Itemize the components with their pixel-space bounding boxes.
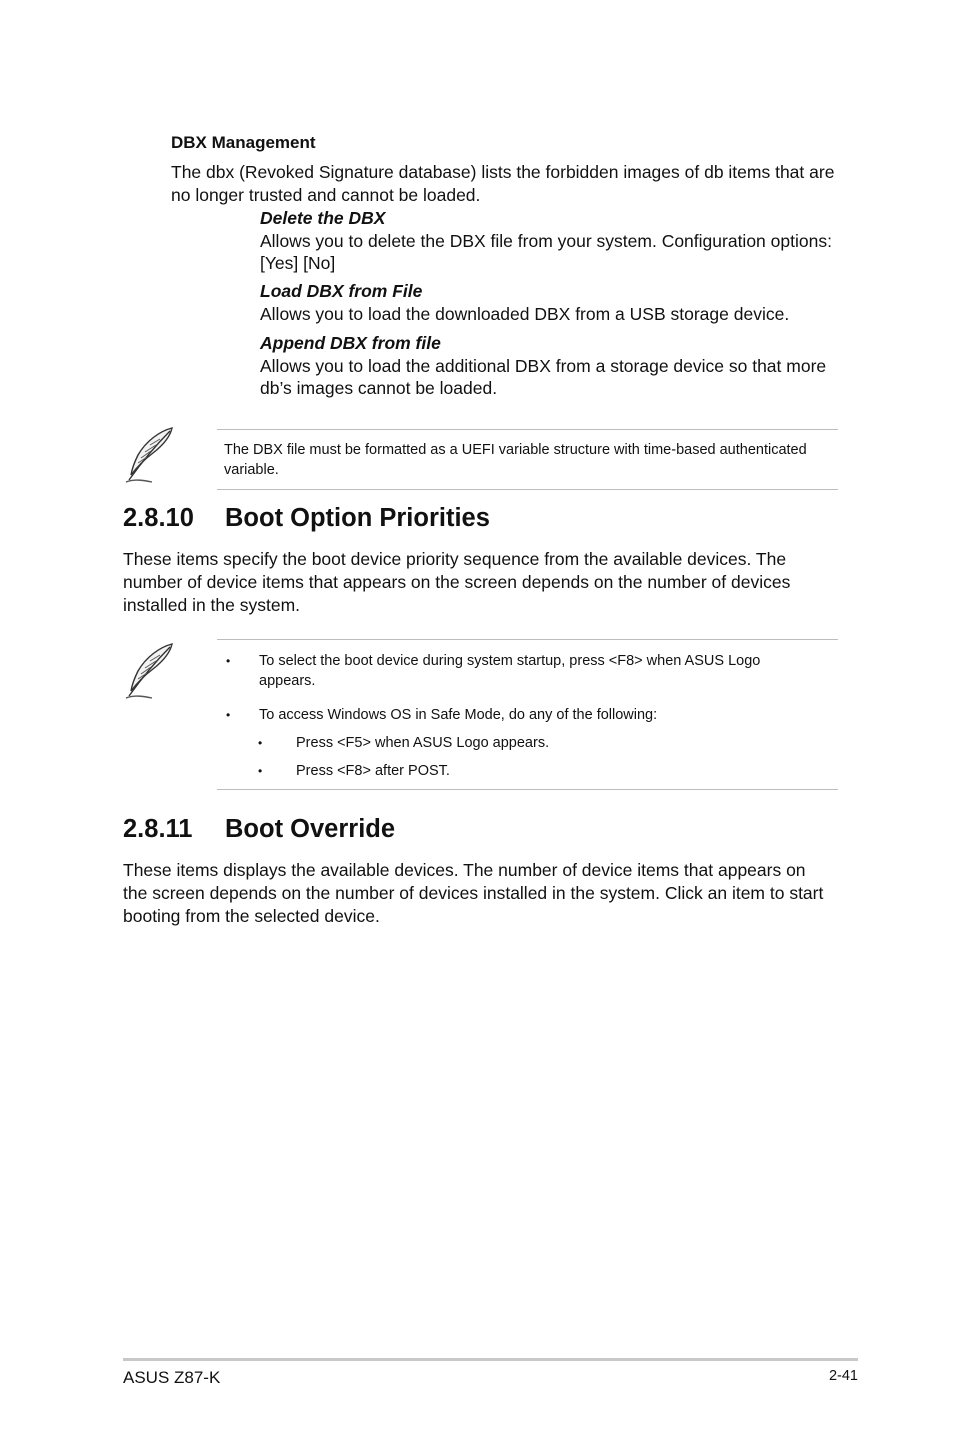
section-2811-paragraph bbox=[123, 859, 843, 928]
footer-page-number: 2-41 bbox=[828, 1368, 858, 1384]
dbx-intro bbox=[171, 161, 851, 207]
note-bullet-1 bbox=[259, 651, 839, 691]
dbx-note-line: The DBX file must be formatted as a UEFI variable structure with time-based authenticated bbox=[224, 442, 807, 458]
load-dbx-desc bbox=[260, 303, 840, 325]
section-number: 2.8.10 bbox=[123, 504, 194, 532]
note-sub-bullet-2: Press <F8> after POST. bbox=[296, 763, 450, 779]
note-top-rule bbox=[217, 429, 838, 430]
bullet-marker: • bbox=[226, 708, 231, 722]
delete-dbx-desc bbox=[260, 230, 840, 274]
dbx-management-heading: DBX Management bbox=[171, 133, 316, 152]
paragraph-line: the screen depends on the number of devices installed in the system. Click an item to start bbox=[123, 883, 824, 903]
note-bullet-2: To access Windows OS in Safe Mode, do any of the following: bbox=[259, 707, 658, 723]
footer-rule bbox=[123, 1358, 858, 1361]
append-dbx-title: Append DBX from file bbox=[260, 333, 441, 353]
dbx-note-text bbox=[224, 440, 838, 480]
paragraph-line: number of device items that appears on the screen depends on the number of devices bbox=[123, 572, 791, 592]
append-dbx-desc-line: db’s images cannot be loaded. bbox=[260, 378, 498, 398]
section-2810-heading bbox=[123, 504, 490, 533]
note-bullet-line: appears. bbox=[259, 673, 316, 689]
section-number: 2.8.11 bbox=[123, 815, 193, 843]
section-2810-paragraph bbox=[123, 548, 843, 617]
note-bottom-rule bbox=[217, 789, 838, 790]
bullet-marker: • bbox=[226, 654, 231, 668]
section-title: Boot Option Priorities bbox=[225, 504, 490, 532]
footer-product-name: ASUS Z87-K bbox=[123, 1368, 221, 1387]
load-dbx-title: Load DBX from File bbox=[260, 281, 423, 301]
note-bottom-rule bbox=[217, 489, 838, 490]
dbx-note-line: variable. bbox=[224, 462, 279, 478]
feather-pen-note-icon bbox=[120, 425, 180, 485]
sub-bullet-marker: • bbox=[258, 764, 263, 778]
section-title: Boot Override bbox=[225, 815, 396, 843]
load-dbx-desc-line: Allows you to load the downloaded DBX from a USB storage device. bbox=[260, 304, 790, 324]
paragraph-line: These items displays the available devices. The number of device items that appears on bbox=[123, 860, 806, 880]
paragraph-line: These items specify the boot device priority sequence from the available devices. The bbox=[123, 549, 787, 569]
section-2811-heading bbox=[123, 815, 395, 844]
note-bullet-line: To select the boot device during system startup, press <F8> when ASUS Logo bbox=[259, 653, 761, 669]
feather-pen-note-icon bbox=[120, 641, 180, 701]
dbx-intro-line: no longer trusted and cannot be loaded. bbox=[171, 185, 481, 205]
append-dbx-desc bbox=[260, 355, 840, 399]
delete-dbx-desc-line: [Yes] [No] bbox=[260, 253, 336, 273]
note-sub-bullet-1: Press <F5> when ASUS Logo appears. bbox=[296, 735, 550, 751]
paragraph-line: installed in the system. bbox=[123, 595, 301, 615]
dbx-intro-line: The dbx (Revoked Signature database) lists the forbidden images of db items that are bbox=[171, 162, 835, 182]
note-top-rule bbox=[217, 639, 838, 640]
paragraph-line: booting from the selected device. bbox=[123, 906, 380, 926]
delete-dbx-desc-line: Allows you to delete the DBX file from your system. Configuration options: bbox=[260, 231, 832, 251]
delete-dbx-title: Delete the DBX bbox=[260, 208, 386, 228]
sub-bullet-marker: • bbox=[258, 736, 263, 750]
append-dbx-desc-line: Allows you to load the additional DBX from a storage device so that more bbox=[260, 356, 827, 376]
